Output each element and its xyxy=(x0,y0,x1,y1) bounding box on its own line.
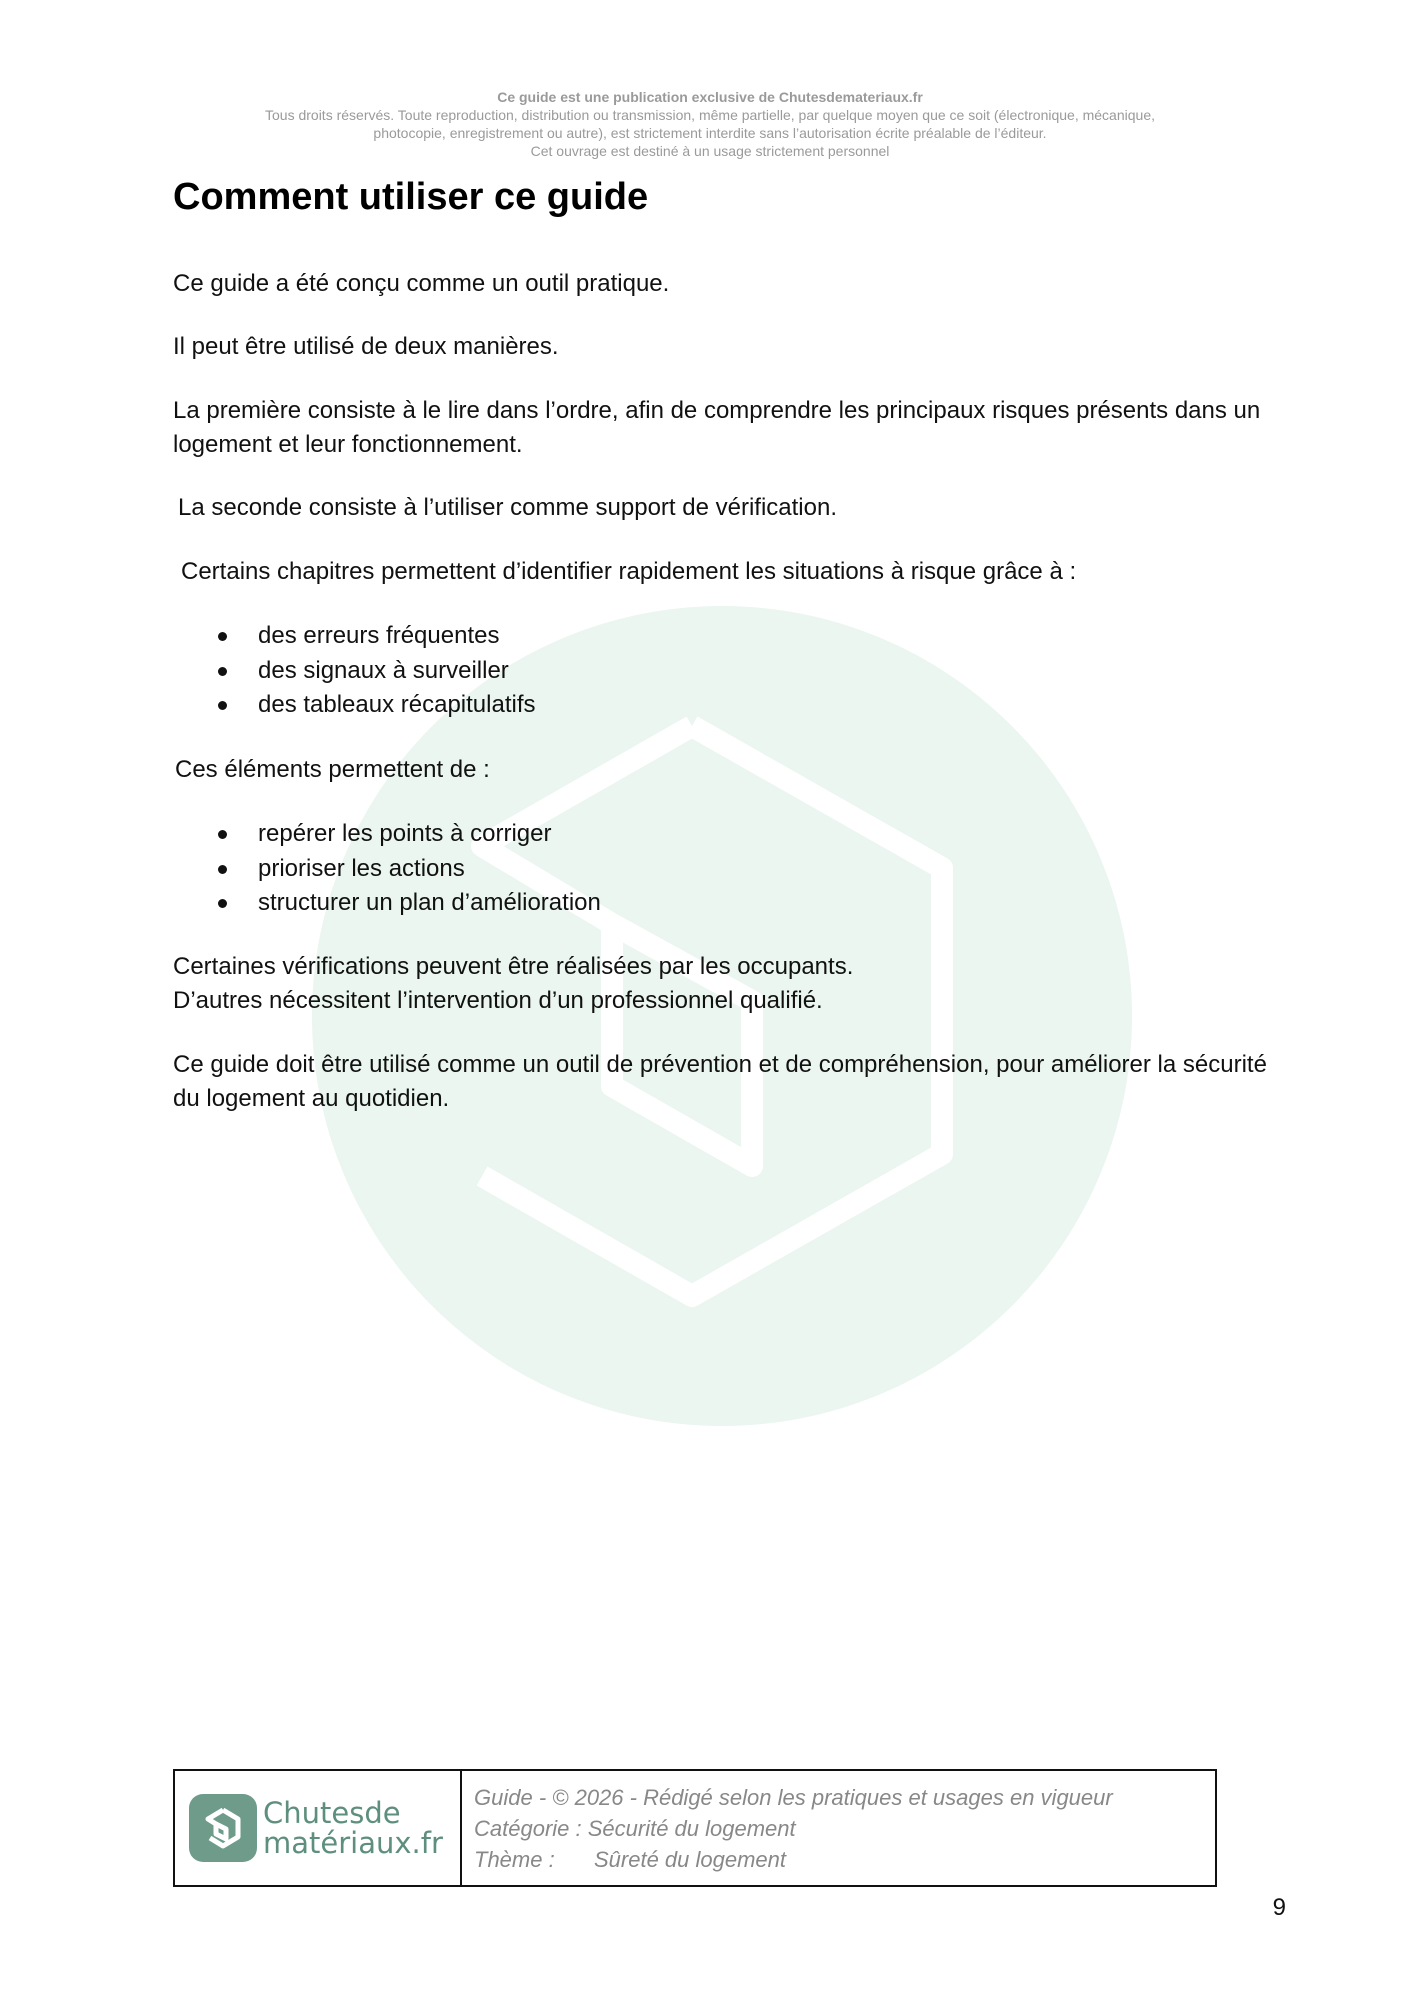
footer-info xyxy=(462,1771,1125,1885)
page-content xyxy=(173,170,1283,1112)
logo-text-line-1: Chutesde xyxy=(263,1796,401,1830)
logo-text xyxy=(263,1798,443,1858)
list-item: des signaux à surveiller xyxy=(173,654,536,689)
notice-line-4: Cet ouvrage est destiné à un usage strictement personnel xyxy=(530,143,890,159)
paragraph-7b: D’autres nécessitent l’intervention d’un professionnel qualifié. xyxy=(173,987,823,1014)
footer-theme-label: Thème : xyxy=(474,1846,555,1872)
list-item: prioriser les actions xyxy=(173,852,601,887)
paragraph-6: Ces éléments permettent de : xyxy=(175,756,490,783)
paragraph-1: Ce guide a été conçu comme un outil pratique. xyxy=(173,270,670,297)
footer-category-line: Catégorie : Sécurité du logement xyxy=(474,1815,796,1841)
logo-text-line-2: matériaux.fr xyxy=(263,1826,443,1860)
page-number: 9 xyxy=(1272,1894,1286,1921)
footer-guide-line: Guide - © 2026 - Rédigé selon les pratiques et usages en vigueur xyxy=(474,1784,1113,1810)
list-risk-elements xyxy=(173,619,536,723)
footer-theme-value: Sûreté du logement xyxy=(594,1846,787,1872)
list-item: des tableaux récapitulatifs xyxy=(173,688,536,723)
notice-line-1: Ce guide est une publication exclusive de Chutesdemateriaux.fr xyxy=(497,89,923,105)
paragraph-8: Ce guide doit être utilisé comme un outil de prévention et de compréhension, pour améliorer la sécurité du logement au quotidien. xyxy=(173,1051,1267,1112)
list-item: structurer un plan d’amélioration xyxy=(173,886,601,921)
footer-logo xyxy=(175,1771,462,1885)
paragraph-2: Il peut être utilisé de deux manières. xyxy=(173,333,559,360)
footer-theme-line xyxy=(474,1844,1113,1875)
footer-box xyxy=(173,1769,1217,1887)
copyright-notice xyxy=(130,88,1290,160)
list-item: des erreurs fréquentes xyxy=(173,619,536,654)
logo-icon xyxy=(189,1794,257,1862)
notice-line-3: photocopie, enregistrement ou autre), est strictement interdite sans l’autorisation écrite préalable de l’éditeur. xyxy=(373,125,1047,141)
paragraph-3: La première consiste à le lire dans l’ordre, afin de comprendre les principaux risques présents dans un logement et leur fonctionnement. xyxy=(173,397,1261,458)
page-title: Comment utiliser ce guide xyxy=(173,176,649,218)
notice-line-2: Tous droits réservés. Toute reproduction, distribution ou transmission, même partielle, par quelque moyen que ce soit (électronique, mécanique, xyxy=(265,107,1155,123)
paragraph-4: La seconde consiste à l’utiliser comme support de vérification. xyxy=(178,494,837,521)
paragraph-7a: Certaines vérifications peuvent être réalisées par les occupants. xyxy=(173,953,854,980)
paragraph-5: Certains chapitres permettent d’identifier rapidement les situations à risque grâce à : xyxy=(181,558,1077,585)
list-actions xyxy=(173,817,601,921)
list-item: repérer les points à corriger xyxy=(173,817,601,852)
